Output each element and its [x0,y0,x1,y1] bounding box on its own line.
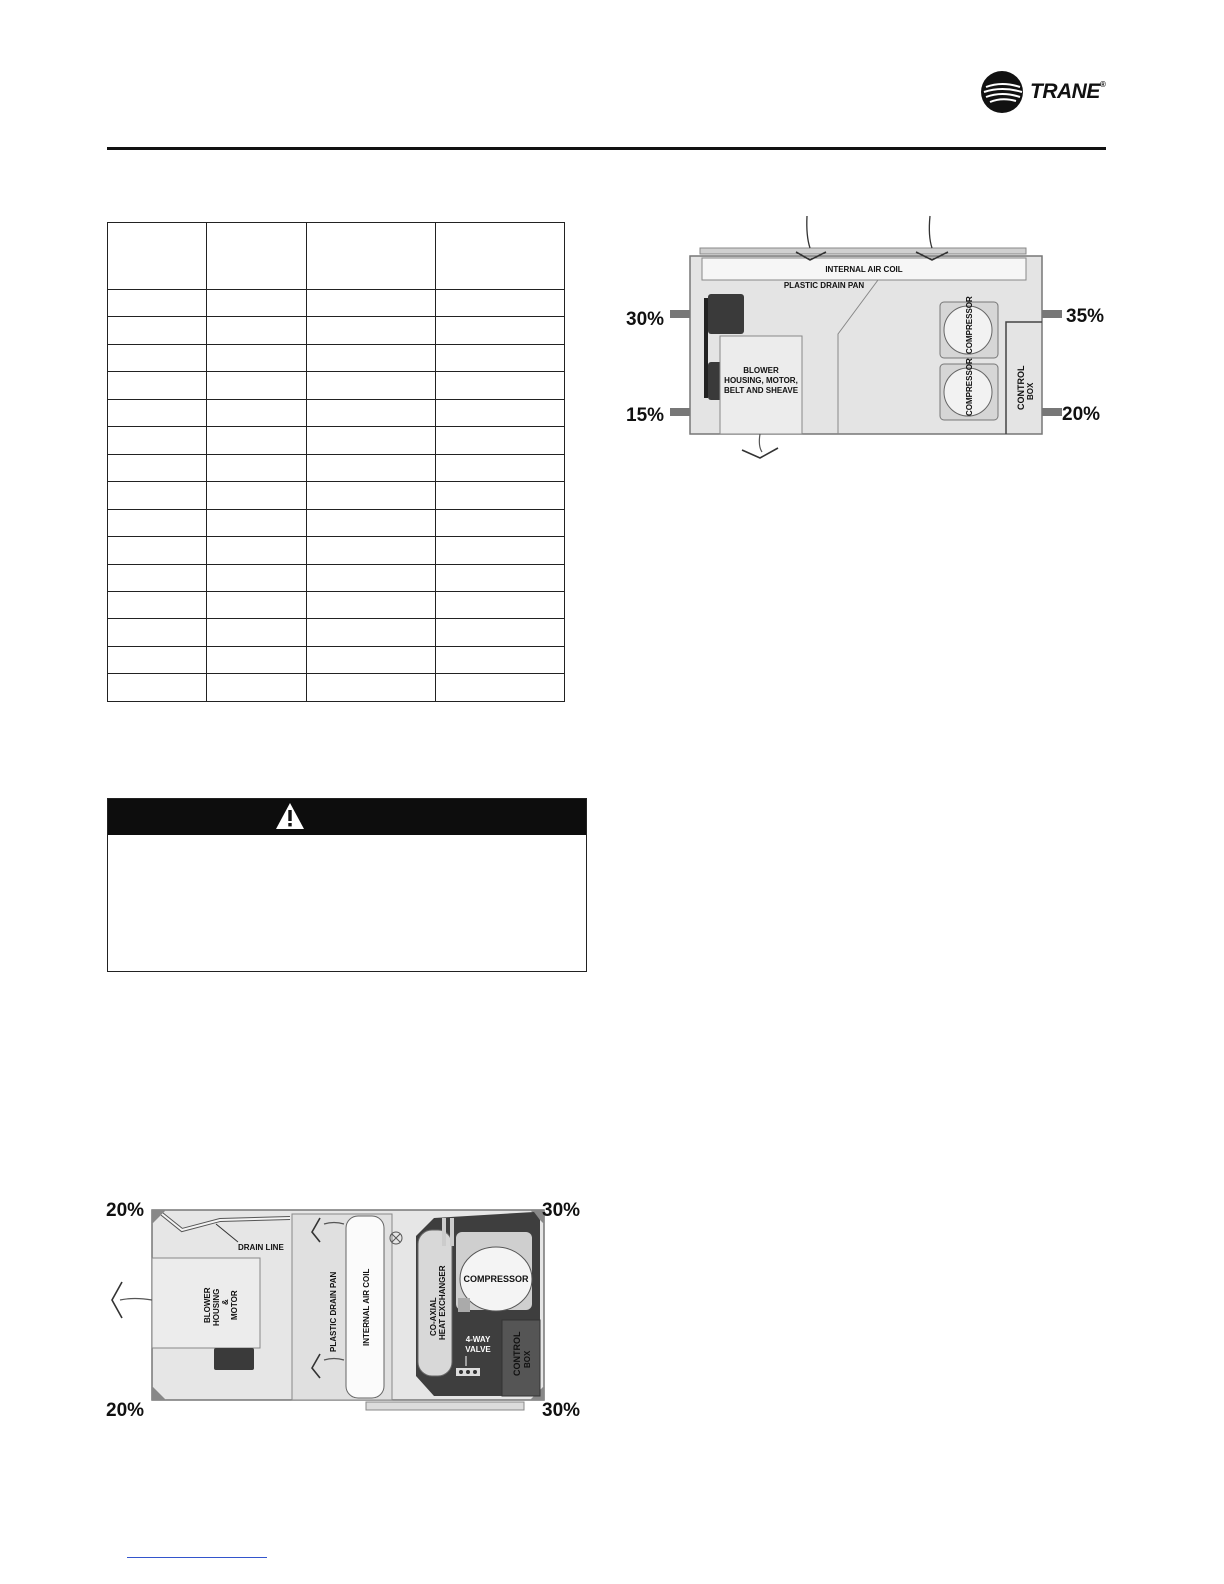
blower-label-4: MOTOR [230,1290,239,1320]
table-header-row [108,223,565,290]
compressor-a-label: COMPRESSOR [965,296,974,354]
valve-label-1: 4-WAY [465,1335,491,1344]
blower-label-3: BELT AND SHEAVE [723,386,799,395]
weight-pct-bottom-left: 20% [106,1400,145,1421]
warning-triangle-icon [275,802,305,830]
weight-pct-bottom-right: 30% [542,1400,581,1421]
table-row [108,290,565,317]
spec-table [107,222,565,702]
header-rule [107,147,1106,150]
footer-link-underline[interactable] [127,1557,267,1558]
table-row [108,317,565,344]
unit-top-view-diagram [620,212,1110,462]
air-out-arrow [759,434,762,452]
weight-pct-bottom-left: 15% [626,405,665,426]
unit-plan-view-diagram [104,1190,590,1422]
table-row [108,509,565,536]
blower-label-3: & [221,1299,230,1305]
mount-tab [670,408,690,416]
table-row [108,344,565,371]
table-row [108,537,565,564]
compressor-b-label: COMPRESSOR [965,358,974,416]
table-row [108,372,565,399]
coil-label: INTERNAL AIR COIL [362,1268,371,1346]
table-row [108,427,565,454]
control-box-label-1: CONTROL [1016,365,1026,410]
air-out-arrow-head [742,448,778,458]
blower-housing [720,336,802,434]
warning-box [107,798,587,972]
mount-tab [670,310,690,318]
warning-header-bar [108,799,586,835]
drain-pan-label: PLASTIC DRAIN PAN [783,281,865,290]
drive-belt [704,298,708,398]
table-row [108,482,565,509]
blower-motor [214,1348,254,1370]
weight-pct-top-right: 35% [1066,306,1105,327]
brand-mark: ® [1099,80,1106,89]
blower-label-1: BLOWER [203,1287,212,1323]
weight-pct-top-right: 30% [542,1200,581,1221]
blower-label-2: HOUSING, MOTOR, [724,376,798,385]
valve-label-2: VALVE [465,1345,491,1354]
brand-name: TRANE [1030,80,1100,103]
table-row [108,619,565,646]
hx-label-2: HEAT EXCHANGER [438,1265,447,1340]
air-in-arrow [929,216,932,248]
weight-pct-top-left: 20% [106,1200,145,1221]
blower-label-1: BLOWER [743,366,779,375]
bottom-flange [366,1402,524,1410]
top-flange [700,248,1026,254]
air-in-arrow [807,216,810,248]
motor-pulley [708,294,744,334]
coil-label: INTERNAL AIR COIL [825,265,903,274]
mount-tab [1042,408,1062,416]
table-row [108,564,565,591]
control-box-label-2: BOX [1026,382,1035,400]
weight-pct-top-left: 30% [626,309,665,330]
table-row [108,591,565,618]
trane-globe-icon [980,70,1026,114]
table-row [108,399,565,426]
trane-logo [980,70,1108,114]
table-row [108,454,565,481]
mount-tab [1042,310,1062,318]
blower-label-2: HOUSING [212,1288,221,1326]
control-box-label-1: CONTROL [512,1331,522,1376]
air-out-arrow [120,1299,152,1301]
drain-line-label: DRAIN LINE [238,1243,284,1252]
compressor-label: COMPRESSOR [463,1274,529,1284]
control-box-label-2: BOX [523,1350,532,1368]
hx-label-1: CO-AXIAL [429,1297,438,1336]
table-row [108,674,565,702]
drain-pan-label: PLASTIC DRAIN PAN [329,1271,338,1352]
table-row [108,646,565,673]
weight-pct-bottom-right: 20% [1062,404,1101,425]
